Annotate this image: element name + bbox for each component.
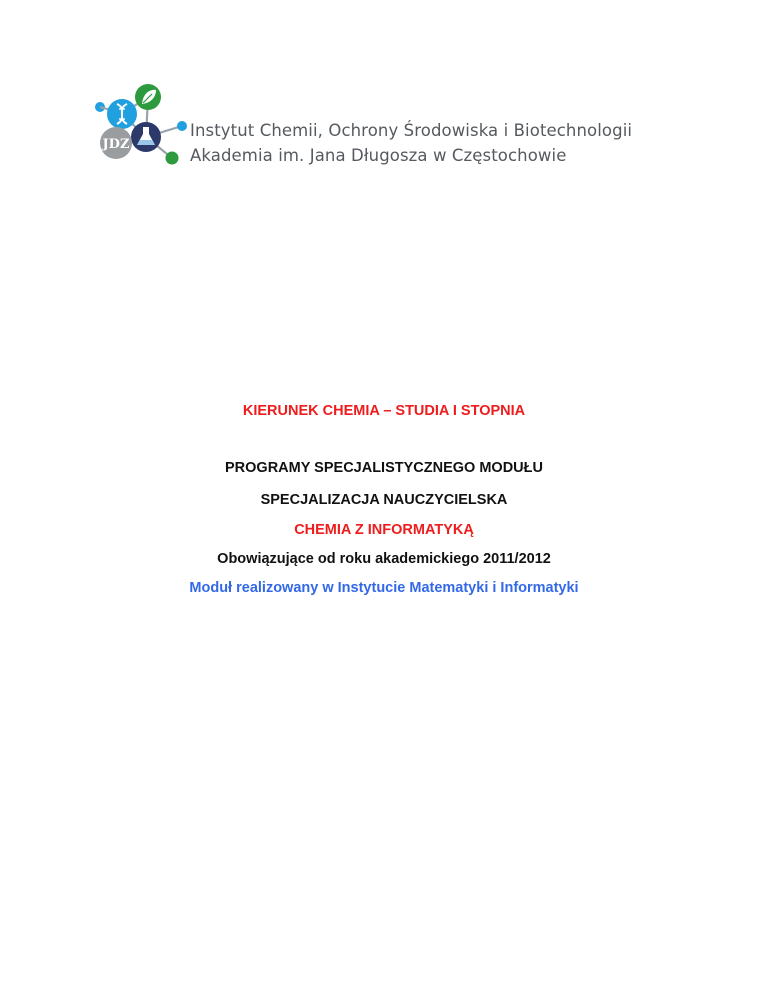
- institute-name-line-1: Instytut Chemii, Ochrony Środowiska i Biotechnologii: [190, 121, 633, 140]
- svg-text:JDZ: JDZ: [102, 137, 130, 152]
- small-blue-atom: [177, 121, 187, 131]
- delivered-by: Moduł realizowany w Instytucie Matematyki i Informatyki: [189, 580, 579, 596]
- institute-logo: [88, 80, 198, 170]
- leaf-icon: [135, 84, 161, 110]
- module-name: CHEMIA Z INFORMATYKĄ: [294, 522, 474, 538]
- valid-from: Obowiązujące od roku akademickiego 2011/2012: [217, 551, 551, 567]
- monogram-logo: [100, 127, 132, 159]
- program-title: PROGRAMY SPECJALISTYCZNEGO MODUŁU: [225, 460, 543, 476]
- field-of-study: KIERUNEK CHEMIA – STUDIA I STOPNIA: [242, 403, 526, 419]
- dna-icon: [107, 99, 137, 129]
- institute-name: [190, 118, 632, 168]
- flask-icon: [131, 122, 161, 152]
- institute-name-line-2: Akademia im. Jana Długosza w Częstochowie: [190, 146, 567, 165]
- institute-header: [88, 80, 688, 170]
- specialization: SPECJALIZACJA NAUCZYCIELSKA: [260, 492, 508, 508]
- small-green-atom: [166, 152, 179, 165]
